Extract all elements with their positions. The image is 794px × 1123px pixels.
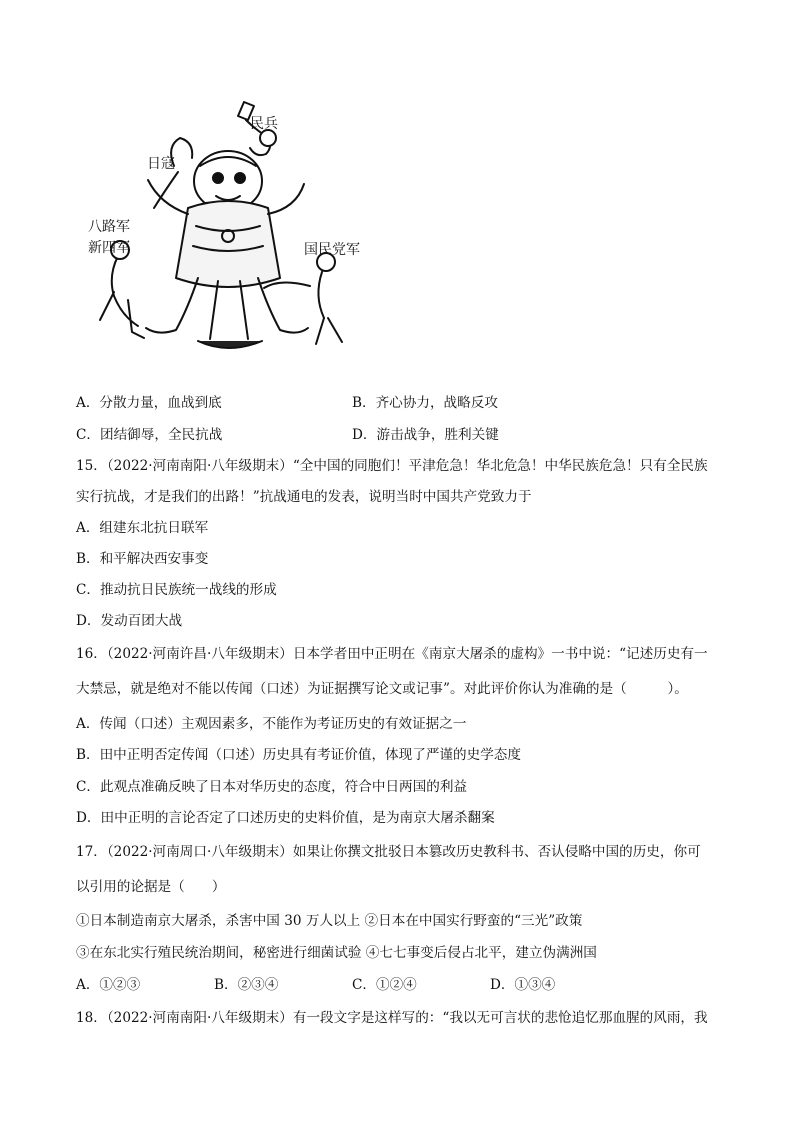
q16-option-c: C．此观点准确反映了日本对华历史的态度，符合中日两国的利益 <box>76 779 468 795</box>
q15-stem-line-1: 15．（2022·河南南阳·八年级期末）“全中国的同胞们！平津危急！华北危急！中华民族危急！只有全民族 <box>76 458 708 474</box>
q17-stem-line-1: 17．（2022·河南周口·八年级期末）如果让你撰文批驳日本篡改历史教科书、否认侵略中国的历史，你可 <box>76 844 701 860</box>
q17-option-b: B．②③④ <box>214 977 279 993</box>
q16-option-a: A．传闻（口述）主观因素多，不能作为考证历史的有效证据之一 <box>76 716 467 732</box>
q15-option-c: C．推动抗日民族统一战线的形成 <box>76 582 277 598</box>
q17-option-a: A．①②③ <box>76 977 141 993</box>
q16-option-b: B．田中正明否定传闻（口述）历史具有考证价值，体现了严谨的史学态度 <box>76 747 521 763</box>
q17-item-line-1: ①日本制造南京大屠杀，杀害中国 30 万人以上 ②日本在中国实行野蛮的“三光”政策 <box>76 913 583 929</box>
cartoon-label-guomindangjun: 国民党军 <box>304 242 360 258</box>
cartoon-label-rikou: 日寇 <box>147 156 175 172</box>
q15-stem-line-2: 实行抗战，才是我们的出路！”抗战通电的发表，说明当时中国共产党致力于 <box>76 489 532 505</box>
q17-stem-line-2: 以引用的论据是（ ） <box>76 879 226 895</box>
q16-option-d: D．田中正明的言论否定了口述历史的史料价值，是为南京大屠杀翻案 <box>76 810 495 826</box>
q14-option-d: D．游击战争，胜利关键 <box>352 427 499 443</box>
q15-option-d: D．发动百团大战 <box>76 613 183 629</box>
q17-option-c: C．①②④ <box>352 977 417 993</box>
cartoon-label-balujun: 八路军 <box>88 219 130 235</box>
cartoon-illustration <box>78 96 378 368</box>
q17-item-line-2: ③在东北实行殖民统治期间，秘密进行细菌试验 ④七七事变后侵占北平，建立伪满洲国 <box>76 945 597 961</box>
q14-option-b: B．齐心协力，战略反攻 <box>352 395 498 411</box>
q14-option-a: A．分散力量，血战到底 <box>76 395 222 411</box>
q15-option-b: B．和平解决西安事变 <box>76 551 209 567</box>
q15-option-a: A．组建东北抗日联军 <box>76 520 209 536</box>
q16-stem-line-2: 大禁忌，就是绝对不能以传闻（口述）为证据撰写论文或记事”。对此评价你认为准确的是（ ）。 <box>76 681 688 697</box>
q14-option-c: C．团结御辱，全民抗战 <box>76 427 223 443</box>
cartoon-label-xinsijun: 新四军 <box>88 240 130 256</box>
q16-stem-line-1: 16．（2022·河南许昌·八年级期末）日本学者田中正明在《南京大屠杀的虚构》一书中说：“记述历史有一 <box>76 646 708 662</box>
q17-option-d: D．①③④ <box>490 977 556 993</box>
q18-stem-line-1: 18．（2022·河南南阳·八年级期末）有一段文字是这样写的：“我以无可言状的悲怆追忆那血腥的风雨，我 <box>76 1010 708 1026</box>
cartoon-label-minbing: 民兵 <box>250 116 278 132</box>
